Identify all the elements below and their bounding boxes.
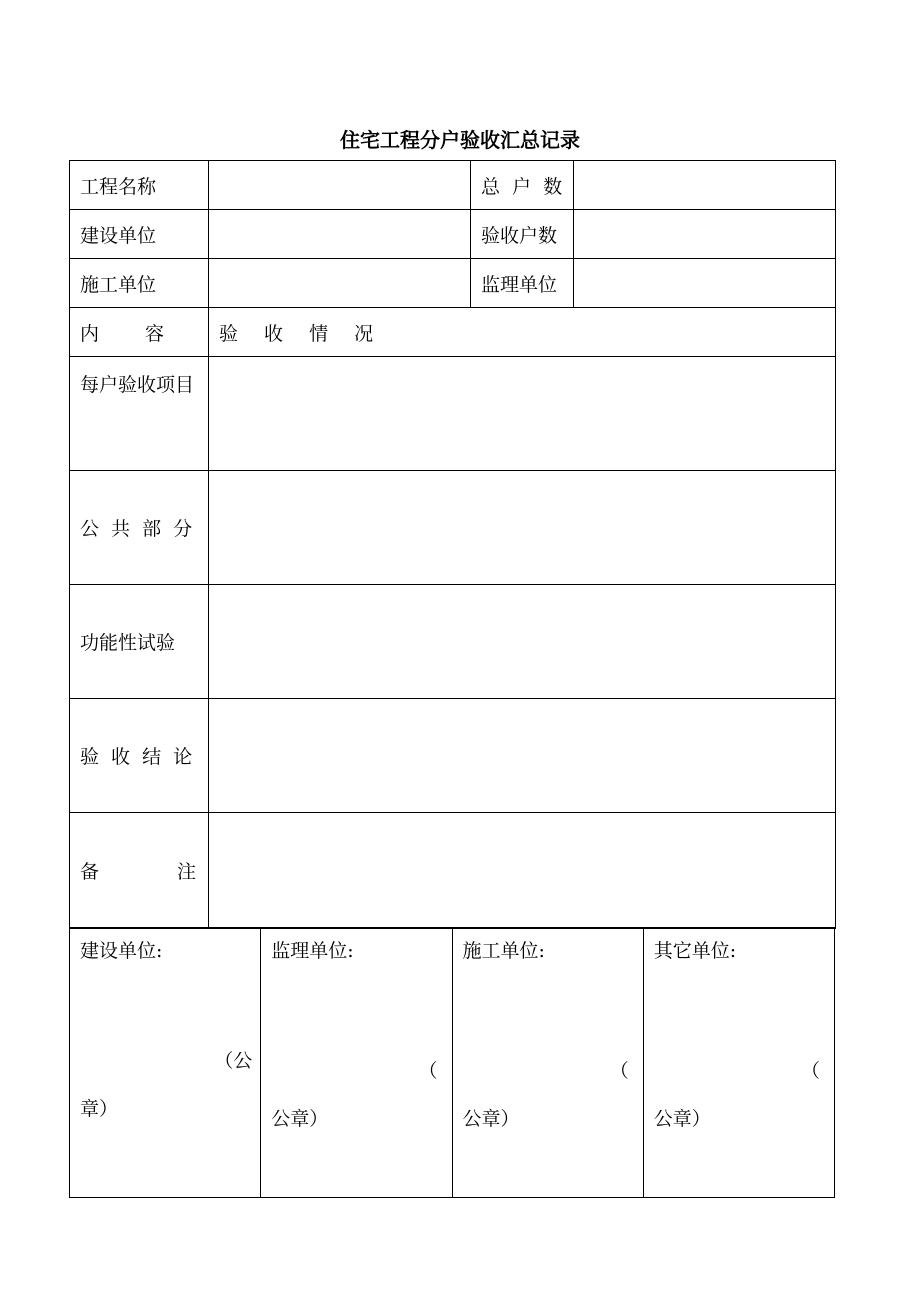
supervision-unit-field[interactable] <box>574 259 836 308</box>
inspected-households-field[interactable] <box>574 210 836 259</box>
total-households-field[interactable] <box>574 161 836 210</box>
public-area-field[interactable] <box>209 471 836 585</box>
table-row <box>70 699 836 813</box>
signature-table <box>69 927 835 1198</box>
content-header-text: 内 容 <box>80 322 165 345</box>
conclusion-field[interactable] <box>209 699 836 813</box>
functional-test-field[interactable] <box>209 585 836 699</box>
supervision-unit-label: 监理单位 <box>471 259 574 308</box>
seal-close: 公章） <box>653 1108 711 1130</box>
inspected-households-label: 验收户数 <box>471 210 574 259</box>
seal-open: （ <box>418 1060 438 1082</box>
signature-cell-builder[interactable] <box>70 928 261 1198</box>
total-households-text: 总 户 数 <box>481 175 563 198</box>
table-row <box>70 928 835 1198</box>
table-row <box>70 471 836 585</box>
functional-test-label: 功能性试验 <box>70 585 209 699</box>
table-row <box>70 308 836 357</box>
construction-unit-label: 施工单位 <box>70 259 209 308</box>
table-row <box>70 259 836 308</box>
table-row <box>70 161 836 210</box>
form-title: 住宅工程分户验收汇总记录 <box>340 128 580 152</box>
inspection-status-header <box>209 308 836 357</box>
public-area-label: 公 共 部 分 <box>70 471 209 585</box>
table-row <box>70 813 836 929</box>
total-households-label <box>471 161 574 210</box>
remarks-label: 备 注 <box>70 813 209 929</box>
seal-close: 公章） <box>271 1108 329 1130</box>
conclusion-label: 验 收 结 论 <box>70 699 209 813</box>
seal-open: （公 <box>214 1050 253 1072</box>
summary-table <box>69 160 836 929</box>
per-household-items-field[interactable] <box>209 357 836 471</box>
signature-cell-supervision[interactable] <box>261 928 452 1198</box>
builder-unit-label: 建设单位 <box>70 210 209 259</box>
inspection-status-text: 验 收 情 况 <box>219 322 374 345</box>
seal-open: （ <box>800 1060 820 1082</box>
seal-close: 公章） <box>462 1108 520 1130</box>
signature-label: 监理单位: <box>271 940 354 962</box>
table-row <box>70 210 836 259</box>
project-name-field[interactable] <box>209 161 471 210</box>
signature-label: 建设单位: <box>80 940 163 962</box>
seal-close: 章） <box>80 1098 119 1120</box>
signature-cell-other[interactable] <box>643 928 834 1198</box>
construction-unit-field[interactable] <box>209 259 471 308</box>
remarks-field[interactable] <box>209 813 836 929</box>
signature-label: 其它单位: <box>653 940 737 962</box>
signature-cell-construction[interactable] <box>452 928 643 1198</box>
builder-unit-field[interactable] <box>209 210 471 259</box>
table-row <box>70 357 836 471</box>
signature-label: 施工单位: <box>462 940 545 962</box>
project-name-label: 工程名称 <box>70 161 209 210</box>
per-household-items-label: 每户验收项目 <box>70 357 209 471</box>
content-header-label <box>70 308 209 357</box>
seal-open: （ <box>609 1060 629 1082</box>
table-row <box>70 585 836 699</box>
